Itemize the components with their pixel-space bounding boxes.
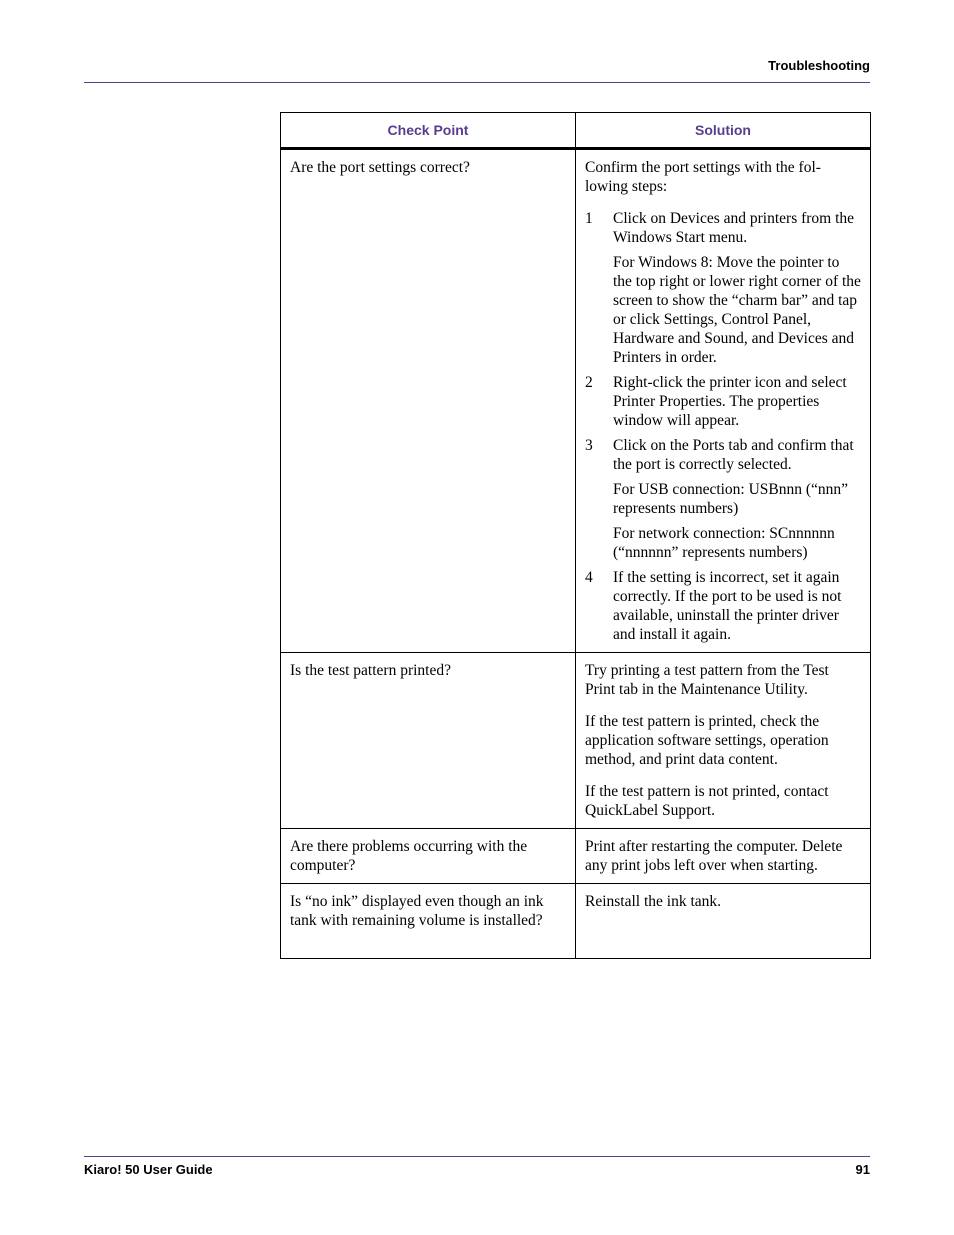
- step-number: 1: [585, 210, 593, 227]
- step-item: [585, 209, 862, 367]
- footer-rule: [84, 1156, 870, 1157]
- table-row: [281, 829, 871, 884]
- step-text: If the setting is incorrect, set it again correctly. If the port to be used is not available, uninstall the printer driver and install it again.: [613, 569, 842, 643]
- check-point-cell: Are the port settings correct?: [281, 149, 576, 653]
- table-row: [281, 884, 871, 959]
- step-item: [585, 568, 862, 644]
- step-note: For USB connection: USBnnn (“nnn” represents numbers): [613, 481, 849, 517]
- solution-paragraph: Reinstall the ink tank.: [585, 893, 722, 910]
- footer-page-number: 91: [855, 1162, 870, 1177]
- solution-paragraph: Print after restarting the computer. Delete any print jobs left over when starting.: [585, 838, 843, 874]
- table-header-row: [281, 113, 871, 149]
- solution-paragraph: Try printing a test pattern from the Test Print tab in the Maintenance Utility.: [585, 662, 829, 698]
- check-point-cell: Is “no ink” displayed even though an ink tank with remaining volume is installed?: [281, 884, 576, 959]
- step-text: Click on the Ports tab and confirm that the port is correctly selected.: [613, 437, 854, 473]
- solution-paragraph: If the test pattern is printed, check the application software settings, operation method, and print data content.: [585, 713, 829, 768]
- solution-paragraph: If the test pattern is not printed, contact QuickLabel Support.: [585, 783, 829, 819]
- step-number: 2: [585, 374, 593, 391]
- step-item: [585, 373, 862, 430]
- check-point-cell: Is the test pattern printed?: [281, 653, 576, 829]
- step-note: For Windows 8: Move the pointer to the top right or lower right corner of the screen to show the “charm bar” and tap or click Settings, Control Panel, Hardware and Sound, and Devices and Printers in order.: [613, 254, 861, 366]
- running-header-section: Troubleshooting: [768, 58, 870, 73]
- step-number: 4: [585, 569, 593, 586]
- solution-cell: [576, 829, 871, 884]
- solution-cell: [576, 149, 871, 653]
- header-rule: [84, 82, 870, 83]
- solution-intro: Confirm the port settings with the fol-lowing steps:: [585, 159, 821, 195]
- table-row: [281, 653, 871, 829]
- step-item: [585, 436, 862, 562]
- solution-cell: [576, 653, 871, 829]
- table-row: [281, 149, 871, 653]
- steps-list: [585, 209, 862, 644]
- solution-cell: [576, 884, 871, 959]
- footer-document-title: Kiaro! 50 User Guide: [84, 1162, 213, 1177]
- column-header-solution: Solution: [576, 113, 871, 149]
- step-note: For network connection: SCnnnnnn (“nnnnnn” represents numbers): [613, 525, 835, 561]
- troubleshooting-table: [280, 112, 871, 959]
- column-header-check-point: Check Point: [281, 113, 576, 149]
- step-text: Right-click the printer icon and select Printer Properties. The properties window will appear.: [613, 374, 847, 429]
- step-text: Click on Devices and printers from the Windows Start menu.: [613, 210, 855, 246]
- check-point-cell: Are there problems occurring with the computer?: [281, 829, 576, 884]
- step-number: 3: [585, 437, 593, 454]
